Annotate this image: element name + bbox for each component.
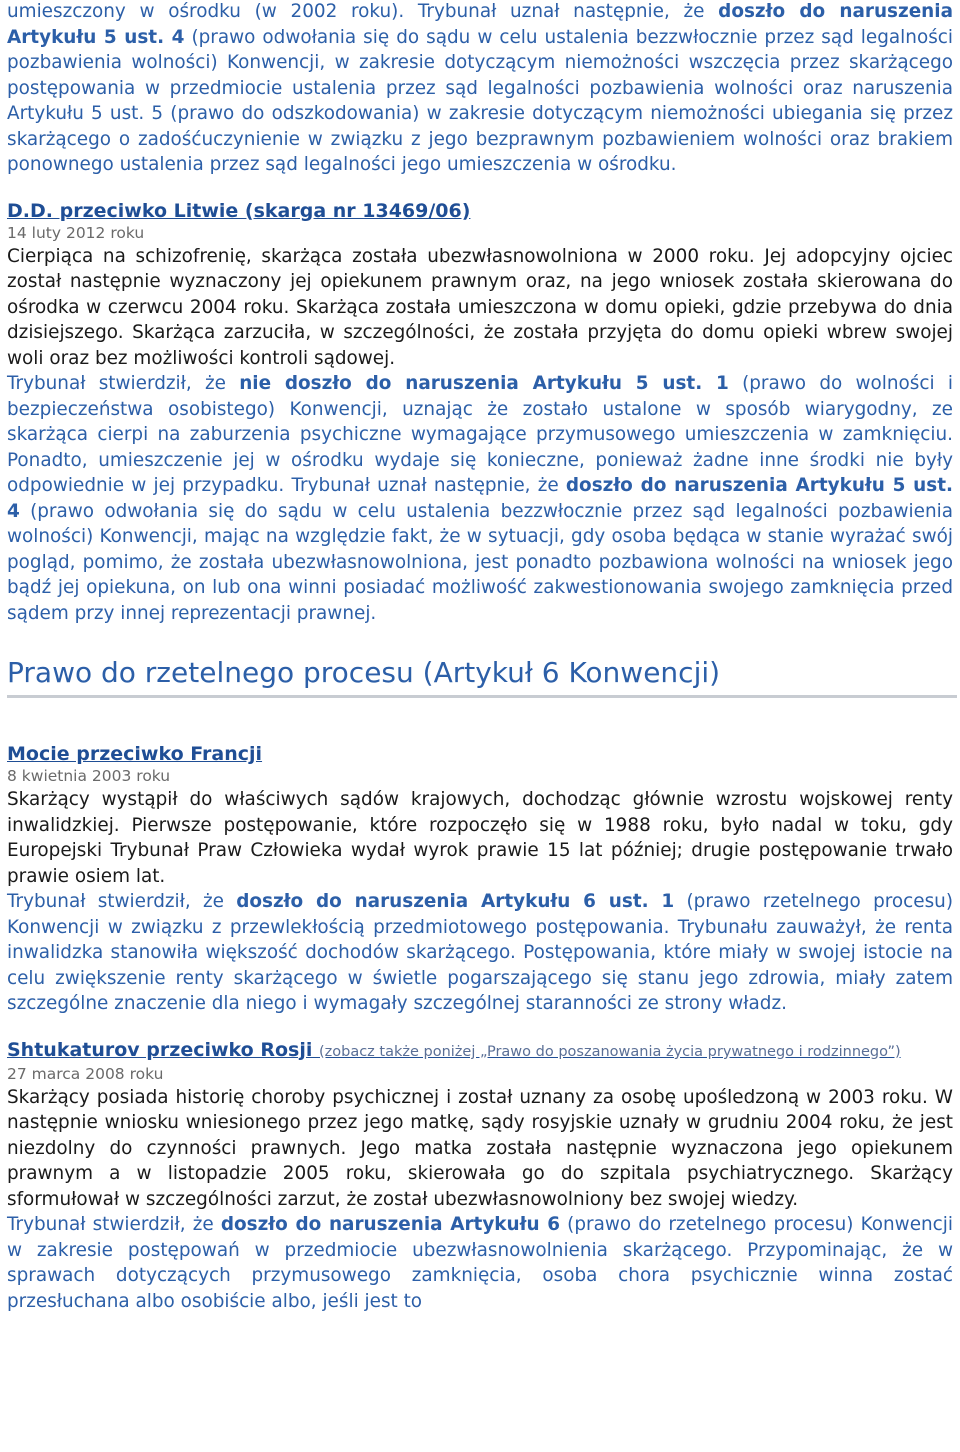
ruling-text: (prawo do wolności i bezpieczeństwa osobistego) Konwencji, uznając że zostało ustalone w sposób wiarygodny, ze skarżąca cierpi na zaburzenia psychiczne wymagające przymusowego umieszczenia w zamknięciu. Ponadto, umieszczenie jej w ośrodku wydaje się konieczne, ponieważ żadne inne środki nie były odpowiednie w jej przypadku. Trybunał uznał następnie, że <box>7 373 953 496</box>
case-ruling-paragraph <box>7 889 953 1017</box>
document-page <box>7 0 953 1314</box>
ruling-text: (prawo do rzetelnego procesu) Konwencji w zakresie postępowań w przedmiocie ubezwłasnowolnienia skarżącego. Przypominając, że w sprawach dotyczących przymusowego zamknięcia, osoba chora psychicznie winna zostać przesłuchana albo osobiście albo, jeśli jest to <box>7 1214 954 1312</box>
case-title-link[interactable]: Shtukaturov przeciwko Rosji <box>7 1038 319 1061</box>
intro-paragraph <box>7 0 953 178</box>
ruling-text-end: (prawo odwołania się do sądu w celu ustalenia bezzwłocznie przez sąd legalności pozbawienia wolności) Konwencji, mając na względzie fakt, że w sytuacji, gdy osoba będąca w stanie wyrażać swój pogląd, pomimo, że została ubezwłasnowolniona, jest ponadto pozbawiona wolności na wniosek jego bądź jej opiekuna, on lub ona winni posiadać możliwość zakwestionowania swojego zamknięcia przed sądem przy innej reprezentacji prawnej. <box>7 500 953 624</box>
case-facts-paragraph: Cierpiąca na schizofrenię, skarżąca została ubezwłasnowolniona w 2000 roku. Jej adopcyjny ojciec został następnie wyznaczony jej opiekunem prawnym oraz, na jego wniosek została skierowana do ośrodka w czerwcu 2004 roku. Skarżąca została umieszczona w domu opieki, gdzie przebywa do dnia dzisiejszego. Skarżąca zarzuciła, w szczególności, że została przyjęta do domu opieki wbrew swojej woli oraz bez możliwości kontroli sądowej. <box>7 245 953 369</box>
ruling-intro: Trybunał stwierdził, że <box>7 373 240 394</box>
ruling-violation-highlight: doszło do naruszenia Artykułu 6 <box>220 1214 561 1235</box>
intro-text-rest: (prawo odwołania się do sądu w celu ustalenia bezzwłocznie przez sąd legalności pozbawienia wolności) Konwencji, w zakresie dotyczącym niemożności wszczęcia przez skarżącego postępowania w przedmiocie ustalenia przez sąd legalności pozbawienia wolności oraz naruszenia Artykułu 5 ust. 5 (prawo do odszkodowania) w zakresie dotyczącym niemożności ubiegania się przez skarżącego o zadośćuczynienie w związku z jego bezprawnym pozbawieniem wolności oraz brakiem ponownego ustalenia przez sąd legalności jego umieszczenia w ośrodku. <box>7 26 953 175</box>
case-title-shtukaturov-russia <box>7 1038 953 1064</box>
ruling-intro: Trybunał stwierdził, że <box>7 1214 221 1235</box>
ruling-intro: Trybunał stwierdził, że <box>7 891 237 912</box>
case-date: 8 kwietnia 2003 roku <box>7 767 171 785</box>
intro-violation-highlight: doszło do naruszenia Artykułu 5 ust. 4 <box>7 1 953 48</box>
case-ruling-paragraph <box>7 1212 953 1314</box>
ruling-violation-highlight: doszło do naruszenia Artykułu 5 ust. 4 <box>7 475 954 522</box>
case-title-text[interactable]: D.D. przeciwko Litwie (skarga nr 13469/06) <box>7 199 471 222</box>
case-ruling-paragraph <box>7 371 953 626</box>
case-title-mocie-france[interactable] <box>7 742 953 766</box>
intro-text-start: umieszczony w ośrodku (w 2002 roku). Trybunał uznał następnie, że <box>7 1 719 22</box>
case-date: 14 luty 2012 roku <box>7 223 145 242</box>
case-title-dd-lithuania[interactable] <box>7 199 953 223</box>
ruling-violation-highlight: doszło do naruszenia Artykułu 6 ust. 1 <box>236 891 675 912</box>
section-heading-fair-trial: Prawo do rzetelnego procesu (Artykuł 6 Konwencji) <box>7 655 957 698</box>
case-date: 27 marca 2008 roku <box>7 1064 164 1083</box>
case-title-text[interactable]: Mocie przeciwko Francji <box>7 743 263 765</box>
ruling-no-violation-highlight: nie doszło do naruszenia Artykułu 5 ust. 1 <box>239 373 729 394</box>
ruling-text: (prawo rzetelnego procesu) Konwencji w związku z przewlekłością przedmiotowego postępowania. Trybunału zauważył, że renta inwalidzka stanowiła większość dochodów skarżącego. Postępowania, które miały w swojej istocie na celu zwiększenie renty skarżącego w świetle pogarszającego się stanu jego zdrowia, miały zatem szczególne znaczenie dla niego i wymagały szczególnej staranności ze strony władz. <box>7 891 953 1014</box>
case-cross-reference-note: (zobacz także poniżej „Prawo do poszanowania życia prywatnego i rodzinnego”) <box>318 1043 901 1060</box>
case-facts-paragraph: Skarżący posiada historię choroby psychicznej i został uznany za osobę upośledzoną w 2003 roku. W następnie wniosku wniesionego przez jego matkę, sądy rosyjskie uznały w grudniu 2004 roku, że jest niezdolny do czynności prawnych. Jego matka została następnie wyznaczona jego opiekunem prawnym a w listopadzie 2005 roku, skierowała go do szpitala psychiatrycznego. Skarżący sformułował w szczególności zarzut, że został ubezwłasnowolniony bez swojej wiedzy. <box>7 1086 953 1210</box>
case-facts-paragraph: Skarżący wystąpił do właściwych sądów krajowych, dochodząc głównie wzrostu wojskowej renty inwalidzkiej. Pierwsze postępowanie, które rozpoczęło się w 1988 roku, było nadal w toku, gdy Europejski Trybunał Praw Człowieka wydał wyrok prawie 15 lat później; drugie postępowanie trwało prawie osiem lat. <box>7 789 953 887</box>
